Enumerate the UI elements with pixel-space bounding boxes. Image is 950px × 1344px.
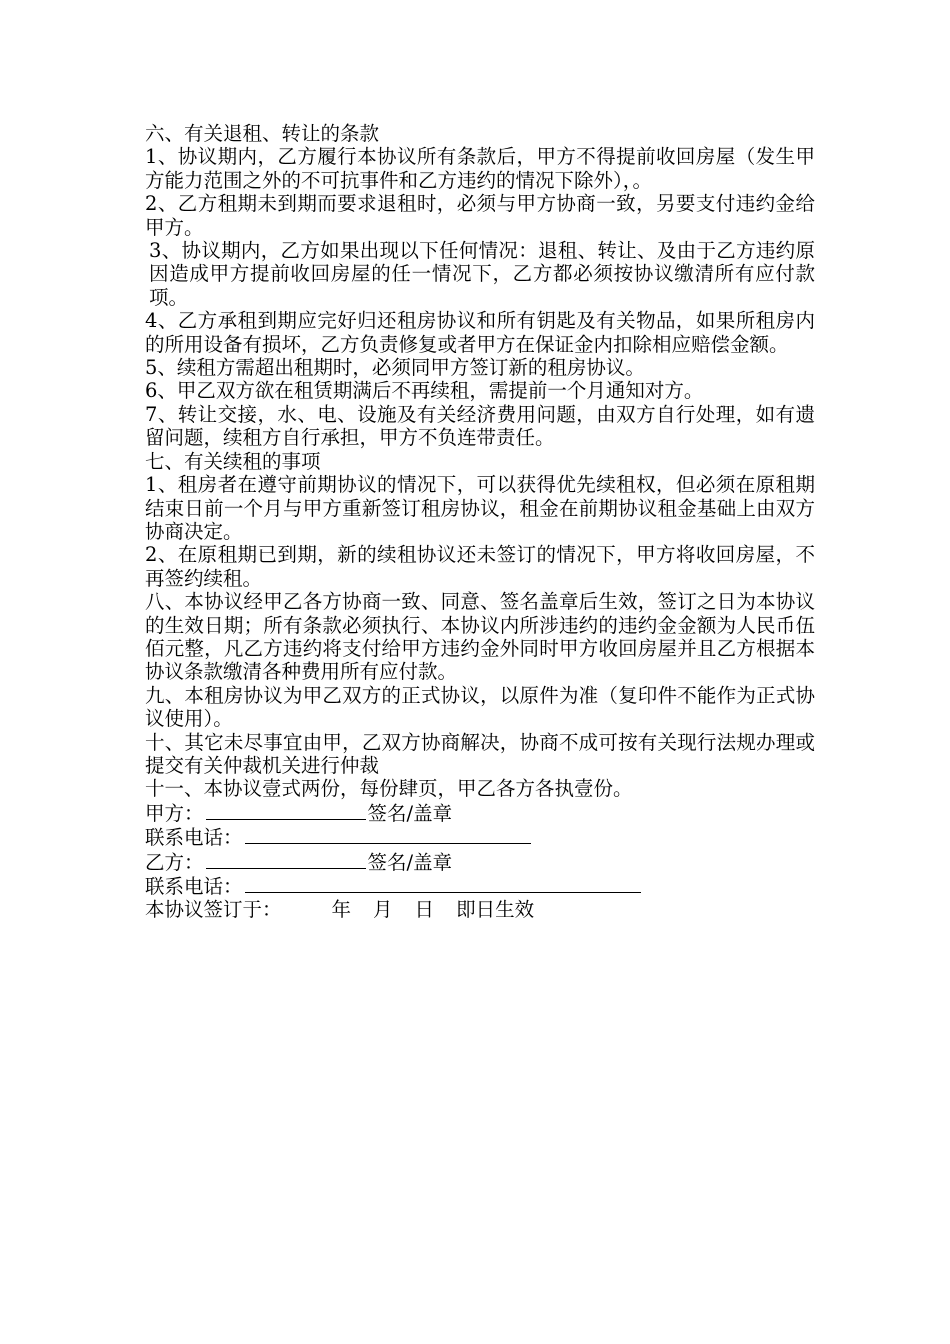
party-b-phone-blank[interactable] bbox=[245, 874, 641, 893]
section-6-item-2: 2、乙方租期未到期而要求退租时，必须与甲方协商一致，另要支付违约金给甲方。 bbox=[145, 192, 815, 239]
section-6-item-3: 3、协议期内，乙方如果出现以下任何情况：退租、转让、及由于乙方违约原因造成甲方提前收回房屋的任一情况下，乙方都必须按协议缴清所有应付款项。 bbox=[149, 239, 815, 309]
party-b-suffix: 签名/盖章 bbox=[367, 850, 453, 874]
month-label: 月 bbox=[373, 898, 393, 922]
signing-date-line bbox=[145, 898, 815, 921]
section-8: 八、本协议经甲乙各方协商一致、同意、签名盖章后生效，签订之日为本协议的生效日期；所有条款必须执行、本协议内所涉违约的违约金金额为人民币伍佰元整，凡乙方违约将支付给甲方违约金外同时甲方收回房屋并且乙方根据本协议条款缴清各种费用所有应付款。 bbox=[145, 590, 815, 684]
section-11: 十一、本协议壹式两份，每份肆页，甲乙各方各执壹份。 bbox=[145, 777, 633, 801]
party-a-signature-line bbox=[145, 801, 815, 825]
party-b-phone-label: 联系电话： bbox=[145, 875, 243, 898]
day-label: 日 bbox=[414, 898, 435, 922]
effective-label: 即日生效 bbox=[456, 898, 535, 922]
section-6-item-5: 5、续租方需超出租期时，必须同甲方签订新的租房协议。 bbox=[145, 356, 645, 380]
section-6-item-4: 4、乙方承租到期应完好归还租房协议和所有钥匙及有关物品，如果所租房内的所用设备有损坏，乙方负责修复或者甲方在保证金内扣除相应赔偿金额。 bbox=[145, 309, 815, 356]
party-a-phone-blank[interactable] bbox=[245, 825, 531, 844]
party-a-suffix: 签名/盖章 bbox=[367, 801, 453, 825]
section-6-item-1: 1、协议期内，乙方履行本协议所有条款后，甲方不得提前收回房屋（发生甲方能力范围之外的不可抗事件和乙方违约的情况下除外），。 bbox=[145, 145, 815, 192]
party-a-phone-label: 联系电话： bbox=[145, 826, 243, 850]
party-a-blank[interactable] bbox=[206, 801, 366, 820]
section-7-item-1: 1、租房者在遵守前期协议的情况下，可以获得优先续租权，但必须在原租期结束日前一个月与甲方重新签订租房协议，租金在前期协议租金基础上由双方协商决定。 bbox=[145, 473, 815, 543]
section-7-item-2: 2、在原租期已到期，新的续租协议还未签订的情况下，甲方将收回房屋，不再签约续租。 bbox=[145, 543, 815, 590]
section-9: 九、本租房协议为甲乙双方的正式协议，以原件为准（复印件不能作为正式协议使用）。 bbox=[145, 683, 815, 731]
document-body bbox=[145, 122, 815, 922]
party-b-signature-line bbox=[145, 850, 815, 874]
party-b-label: 乙方： bbox=[145, 850, 204, 874]
section-10: 十、其它未尽事宜由甲，乙双方协商解决，协商不成可按有关现行法规办理或提交有关仲裁机关进行仲裁 bbox=[145, 730, 815, 777]
party-b-blank[interactable] bbox=[206, 850, 366, 869]
party-b-phone-line bbox=[145, 874, 815, 898]
signed-on-label: 本协议签订于： bbox=[145, 898, 282, 922]
section-6-item-6: 6、甲乙双方欲在租赁期满后不再续租，需提前一个月通知对方。 bbox=[145, 379, 704, 403]
section-6-title: 六、有关退租、转让的条款 bbox=[145, 122, 380, 145]
section-7-title: 七、有关续租的事项 bbox=[145, 449, 321, 473]
party-a-label: 甲方： bbox=[145, 801, 204, 825]
party-a-phone-line bbox=[145, 825, 815, 849]
section-6-item-7: 7、转让交接，水、电、设施及有关经济费用问题，由双方自行处理，如有遗留问题，续租方自行承担，甲方不负连带责任。 bbox=[145, 402, 815, 450]
year-label: 年 bbox=[331, 898, 352, 922]
